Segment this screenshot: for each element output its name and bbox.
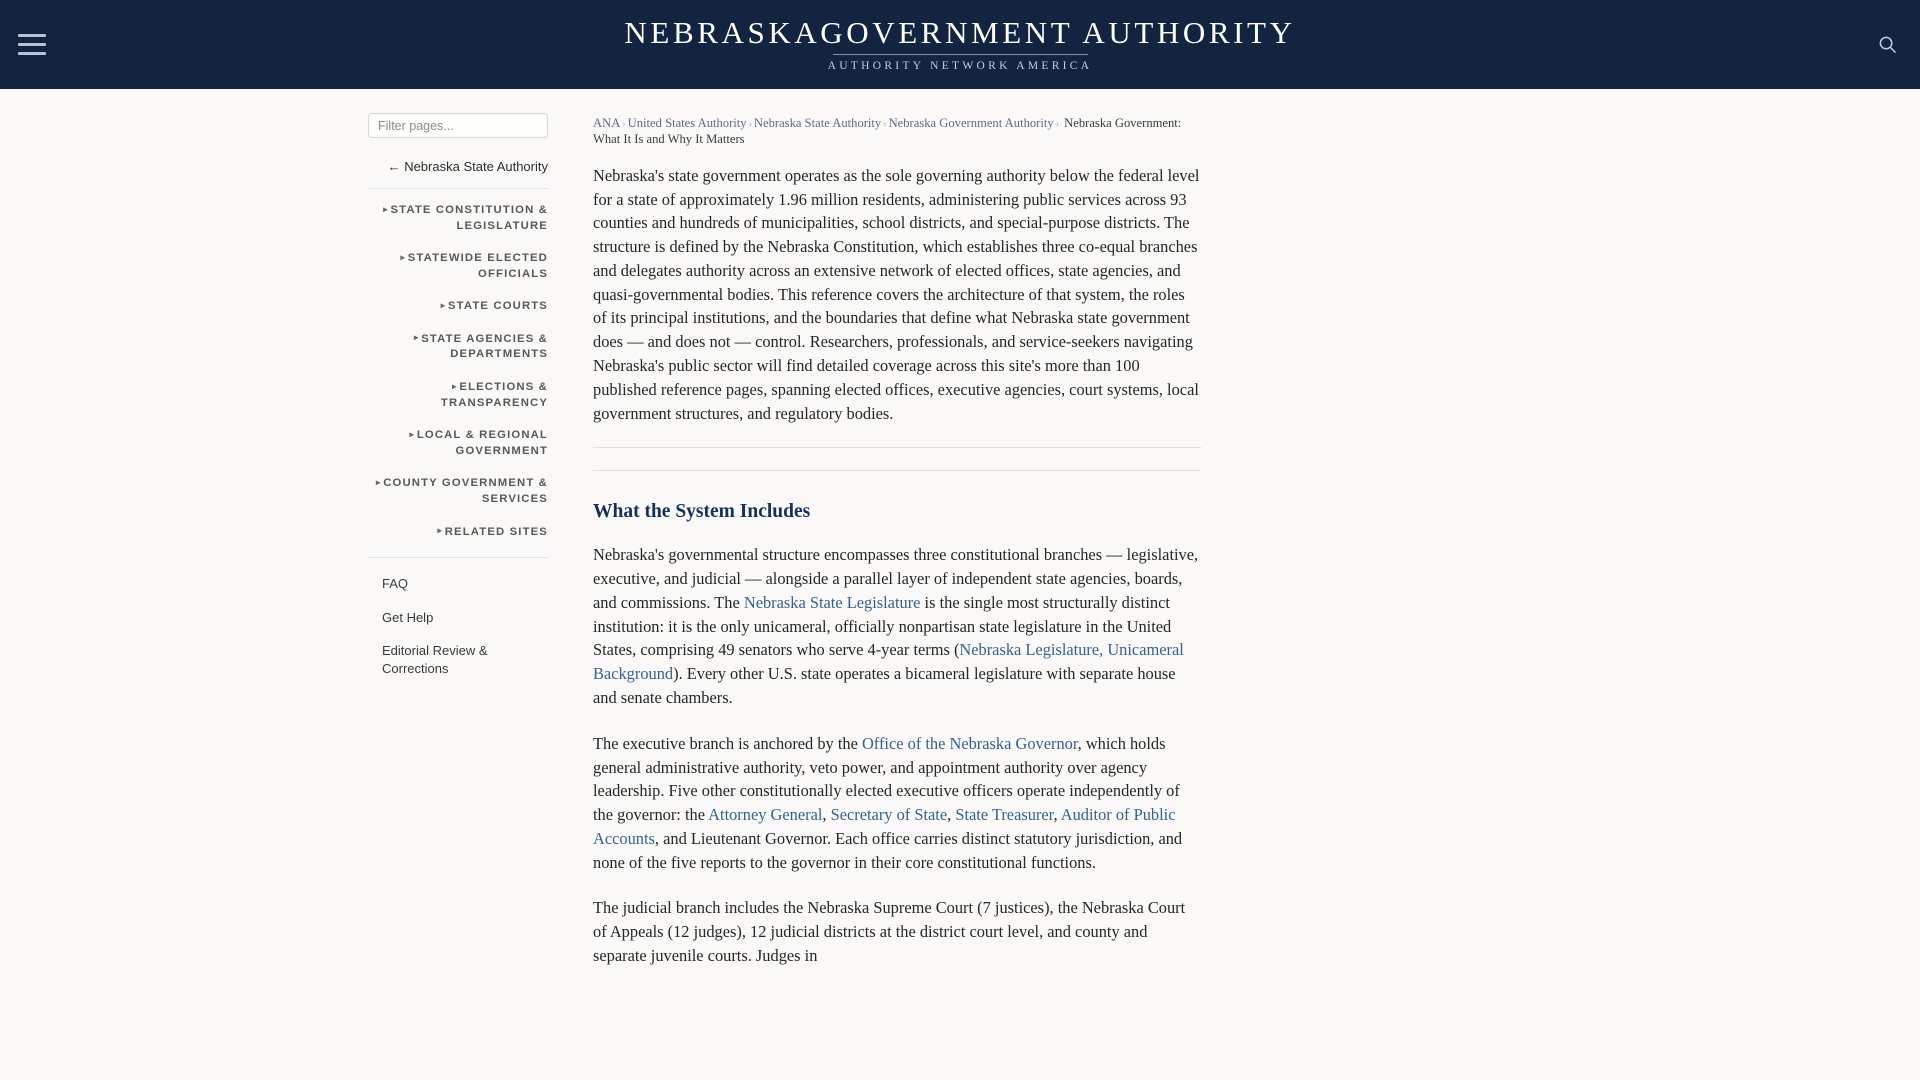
text-run: , [947,805,956,825]
paragraph-executive [593,732,1201,875]
breadcrumb-separator: › [748,119,752,130]
chevron-right-icon: ▸ [452,380,457,391]
sidebar-item-label: STATEWIDE ELECTED OFFICIALS [407,252,548,280]
sidebar-item-label: LOCAL & REGIONAL GOVERNMENT [416,429,548,457]
footer-link-faq[interactable]: FAQ [382,576,409,592]
sidebar-item-state-constitution-legislature[interactable] [368,203,548,234]
chevron-right-icon: ▸ [383,203,388,214]
link-auditor-of-public-accounts[interactable]: Auditor of Public Accounts [593,805,1176,848]
sidebar-item-label: STATE COURTS [448,300,548,313]
sidebar-item-label: RELATED SITES [444,525,548,538]
breadcrumb-current-page: Nebraska Government: What It Is and Why It Matters [593,116,1182,147]
sidebar-item-statewide-elected-officials[interactable] [368,251,548,282]
main-content [593,113,1201,990]
sidebar-item-label: STATE CONSTITUTION & LEGISLATURE [390,204,548,232]
site-title: NEBRASKAGOVERNMENT AUTHORITY [624,14,1296,50]
footer-link-editorial-review[interactable]: Editorial Review & Corrections [382,643,488,677]
breadcrumb-separator: › [622,119,626,130]
site-subtitle: AUTHORITY NETWORK AMERICA [827,59,1093,72]
link-office-of-the-nebraska-governor[interactable]: Office of the Nebraska Governor [861,733,1078,753]
chevron-right-icon: ▸ [409,428,414,439]
text-run: is the single most structurally distinct institution: it is the only unicameral, officially nonpartisan state legislature in the United States, comprising 49 senators who serve 4-year terms ( [593,592,1172,660]
sidebar-item-label: STATE AGENCIES & DEPARTMENTS [421,332,548,361]
sidebar-item-elections-transparency[interactable] [368,380,548,411]
chevron-right-icon: ▸ [437,525,442,536]
chevron-right-icon: ▸ [400,251,405,262]
search-icon[interactable] [1870,28,1904,62]
sidebar-footer-links [368,558,548,679]
site-brand [624,14,1296,73]
breadcrumb-item-united-states-authority[interactable]: United States Authority [627,116,747,130]
sidebar [368,113,548,694]
link-state-treasurer[interactable]: State Treasurer [955,805,1054,825]
breadcrumb [593,115,1201,148]
breadcrumb-item-ana[interactable]: ANA [593,116,621,130]
brand-divider [833,54,1088,55]
back-to-parent-link[interactable]: ← Nebraska State Authority [387,159,548,174]
chevron-right-icon: ▸ [413,332,419,343]
filter-pages-input[interactable] [368,113,548,138]
paragraph-legislative [593,543,1201,709]
site-header [0,0,1920,89]
sidebar-item-local-regional-government[interactable] [368,428,548,459]
chevron-right-icon: ▸ [375,476,381,487]
search-glyph [1878,35,1897,54]
link-unicameral-background[interactable]: Nebraska Legislature, Unicameral Background [593,640,1184,684]
sidebar-item-label: COUNTY GOVERNMENT & SERVICES [383,477,548,505]
text-run: , [1053,805,1061,825]
text-run: , and Lieutenant Governor. Each office carries distinct statutory jurisdiction, and none of the five reports to the governor in their core constitutional functions. [593,828,1183,872]
intro-paragraph: Nebraska's state government operates as the sole governing authority below the federal level for a state of approximately 1.96 million residents, administering public services across 93 counties and hundreds of municipalities, school districts, and special-purpose districts. The structure is defined by the Nebraska Constitution, which establishes three co-equal branches and delegates authority across an extensive network of elected offices, state agencies, and quasi-governmental bodies. This reference covers the architecture of that system, the roles of its principal institutions, and the boundaries that define what Nebraska state government does — and does not — control. Researchers, professionals, and service-seekers navigating Nebraska's public sector will find detailed coverage across this site's more than 100 published reference pages, spanning elected offices, executive agencies, court systems, local government structures, and regulatory bodies. [593,165,1200,423]
sidebar-nav [368,189,548,540]
chevron-right-icon: ▸ [440,299,445,310]
hamburger-bar [18,34,46,37]
text-run: ). Every other U.S. state operates a bicameral legislature with separate house and senate chambers. [593,664,1176,707]
divider-gap [593,448,1201,470]
paragraph-judicial: The judicial branch includes the Nebraska Supreme Court (7 justices), the Nebraska Court of Appeals (12 judges), 12 judicial districts at the district court level, and county and separate juvenile courts. Judges in [593,898,1186,966]
breadcrumb-item-nebraska-government-authority[interactable]: Nebraska Government Authority [888,116,1054,130]
page-body [0,89,1920,990]
link-nebraska-state-legislature[interactable]: Nebraska State Legislature [743,592,921,612]
section-heading: What the System Includes [593,501,811,523]
sidebar-item-county-government-services[interactable] [368,476,548,507]
text-run: , which holds general administrative authority, veto power, and appointment authority over agency leadership. Five other constitutionally elected executive officers operate independently of the governor: the [593,733,1180,825]
hamburger-bar [18,52,46,55]
sidebar-item-related-sites[interactable] [368,525,548,541]
hamburger-bar [18,43,46,46]
breadcrumb-separator: › [883,119,887,130]
content-divider-bottom [593,470,1201,471]
breadcrumb-item-nebraska-state-authority[interactable]: Nebraska State Authority [753,116,882,130]
text-run: The executive branch is anchored by the [593,733,862,753]
link-secretary-of-state[interactable]: Secretary of State [830,805,948,825]
sidebar-item-label: ELECTIONS & TRANSPARENCY [440,381,548,409]
link-attorney-general[interactable]: Attorney General [708,805,823,825]
footer-link-get-help[interactable]: Get Help [382,609,434,625]
sidebar-item-state-courts[interactable] [368,299,548,315]
sidebar-item-state-agencies-departments[interactable] [368,332,548,363]
text-run: Nebraska's governmental structure encompasses three constitutional branches — legislative, executive, and judicial — alongside a parallel layer of independent state agencies, boards, and commissions. The [593,545,1199,612]
hamburger-menu-icon[interactable] [14,28,50,62]
text-run: , [822,805,831,825]
breadcrumb-separator: › [1055,119,1059,130]
